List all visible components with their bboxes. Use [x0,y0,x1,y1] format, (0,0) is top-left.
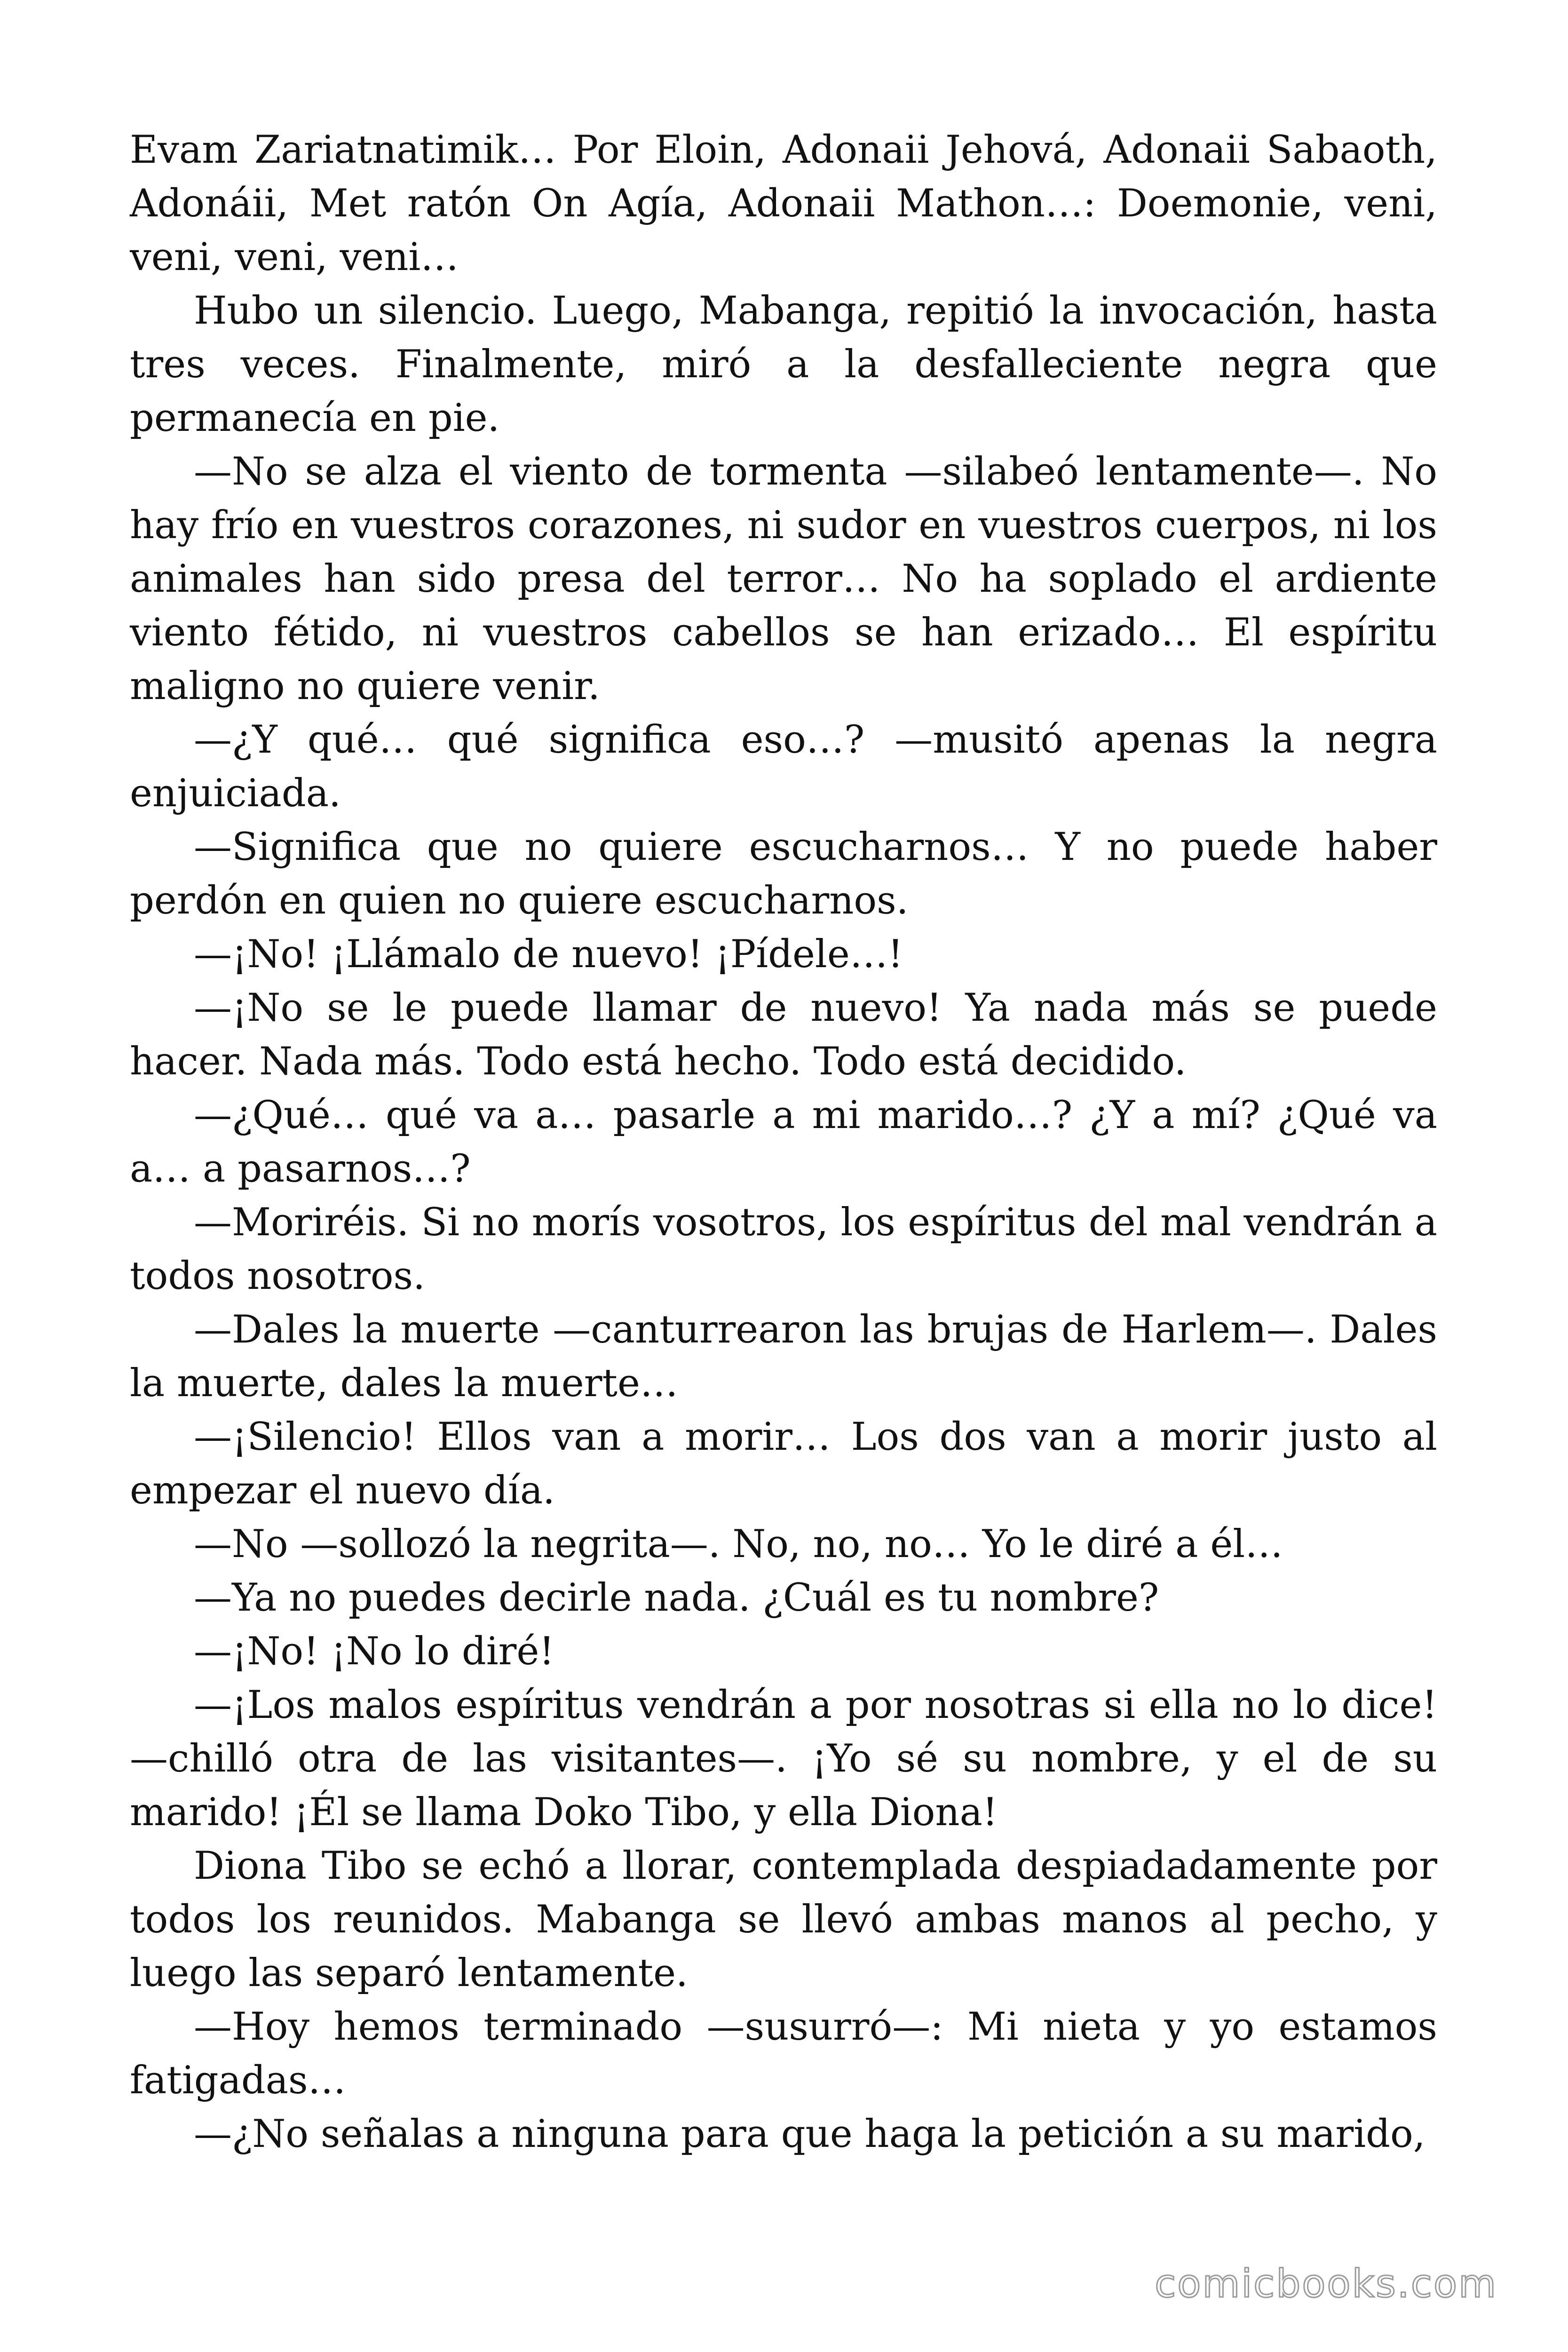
paragraph: —No se alza el viento de tormenta —silabeó lentamente—. No hay frío en vuestros corazones, ni sudor en vuestros cuerpos, ni los animales han sido presa del terror… No ha soplado el ardiente viento fétido, ni vuestros cabellos se han erizado… El espíritu maligno no quiere venir. [130,450,1437,708]
paragraph: —¡Silencio! Ellos van a morir… Los dos van a morir justo al empezar el nuevo día. [130,1415,1437,1513]
paragraph: —¡No se le puede llamar de nuevo! Ya nada más se puede hacer. Nada más. Todo está hecho. Todo está decidido. [130,986,1437,1084]
paragraph: —Dales la muerte —canturrearon las brujas de Harlem—. Dales la muerte, dales la muerte… [130,1308,1437,1406]
watermark: comicbooks.com [1155,2262,1497,2306]
paragraph: —Significa que no quiere escucharnos… Y no puede haber perdón en quien no quiere escucharnos. [130,825,1437,923]
paragraph: Diona Tibo se echó a llorar, contemplada despiadadamente por todos los reunidos. Mabanga se llevó ambas manos al pecho, y luego las separó lentamente. [130,1844,1437,1995]
paragraph: —Hoy hemos terminado —susurró—: Mi nieta y yo estamos fatigadas… [130,2005,1437,2103]
paragraph: —¡No! ¡Llámalo de nuevo! ¡Pídele…! [194,932,903,977]
paragraph: —¿Qué… qué va a… pasarle a mi marido…? ¿Y a mí? ¿Qué va a… a pasarnos…? [130,1093,1437,1191]
paragraph: —Ya no puedes decirle nada. ¿Cuál es tu nombre? [194,1576,1159,1620]
paragraph: Hubo un silencio. Luego, Mabanga, repitió la invocación, hasta tres veces. Finalmente, miró a la desfalleciente negra que permanecía en pie. [130,289,1437,440]
paragraph: —Moriréis. Si no morís vosotros, los espíritus del mal vendrán a todos nosotros. [130,1200,1437,1298]
paragraph: —No —sollozó la negrita—. No, no, no… Yo le diré a él… [194,1522,1283,1566]
paragraph: —¿No señalas a ninguna para que haga la petición a su marido, [194,2112,1425,2156]
paragraph: —¡No! ¡No lo diré! [194,1629,554,1674]
page-text [130,123,1437,2161]
paragraph: —¡Los malos espíritus vendrán a por nosotras si ella no lo dice! —chilló otra de las visitantes—. ¡Yo sé su nombre, y el de su marido! ¡Él se llama Doko Tibo, y ella Diona! [130,1683,1437,1835]
paragraph: Evam Zariatnatimik… Por Eloin, Adonaii Jehová, Adonaii Sabaoth, Adonáii, Met ratón On Agía, Adonaii Mathon…: Doemonie, veni, veni, veni, veni… [130,128,1437,279]
paragraph: —¿Y qué… qué significa eso…? —musitó apenas la negra enjuiciada. [130,718,1437,816]
